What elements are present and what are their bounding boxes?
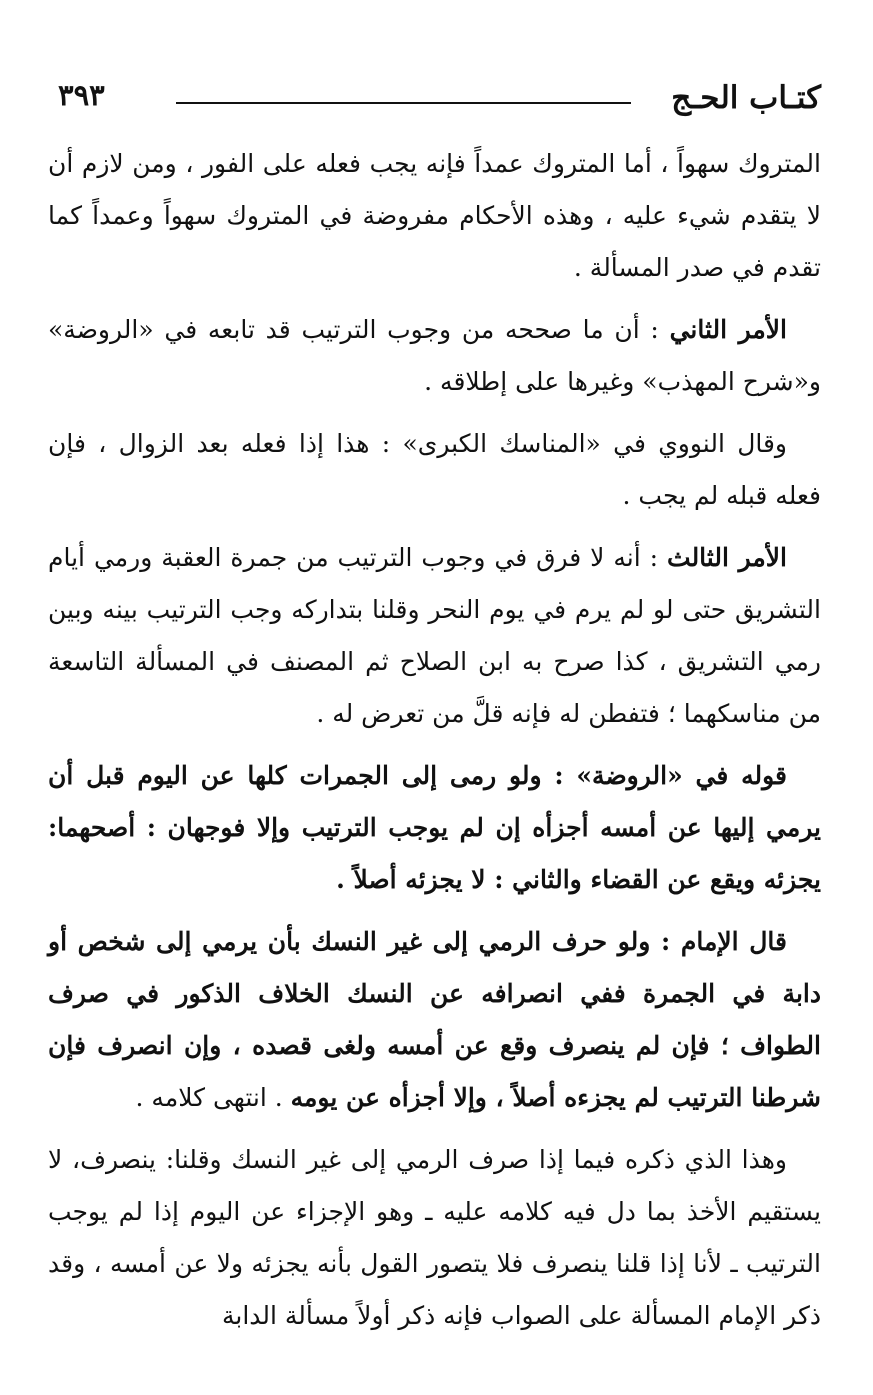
page-number: ٣٩٣: [58, 78, 105, 112]
header-rule: [176, 102, 631, 104]
paragraph-text: وقال النووي في «المناسك الكبرى» : هذا إذا فعله بعد الزوال ، فإن فعله قبله لم يجب .: [48, 429, 821, 510]
paragraph-3: [48, 418, 821, 522]
paragraph-lead: الأمر الثالث: [667, 543, 787, 572]
paragraph-7: [48, 1134, 821, 1342]
paragraph-text: المتروك سهواً ، أما المتروك عمداً فإنه يجب فعله على الفور ، ومن لازم أن لا يتقدم شيء عليه ، وهذه الأحكام مفروضة في المتروك سهواً وعمداً كما تقدم في صدر المسألة .: [48, 149, 821, 282]
paragraph-text: : أنه لا فرق في وجوب الترتيب من جمرة العقبة ورمي أيام التشريق حتى لو لم يرم في يوم النحر وقلنا بتداركه وجب الترتيب بينه وبين رمي التشريق ، كذا صرح به ابن الصلاح ثم المصنف في المسألة التاسعة من مناسكهما ؛ فتفطن له فإنه قلَّ من تعرض له .: [48, 543, 821, 728]
paragraph-5: [48, 750, 821, 906]
paragraph-6: [48, 916, 821, 1124]
paragraph-4: [48, 532, 821, 740]
paragraph-text: قوله في «الروضة» : ولو رمى إلى الجمرات كلها عن اليوم قبل أن يرمي إليها عن أمسه أجزأه إن لم يوجب الترتيب وإلا فوجهان : أصحهما: يجزئه ويقع عن القضاء والثاني : لا يجزئه أصلاً .: [48, 761, 821, 894]
paragraph-text-bold: قال الإمام : ولو حرف الرمي إلى غير النسك بأن يرمي إلى شخص أو دابة في الجمرة ففي انصرافه عن النسك الخلاف الذكور في صرف الطواف ؛ فإن لم ينصرف وقع عن أمسه ولغى قصده ، وإن انصرف فإن شرطنا الترتيب لم يجزءه أصلاً ، وإلا أجزأه عن يومه: [48, 927, 821, 1112]
paragraph-text: وهذا الذي ذكره فيما إذا صرف الرمي إلى غير النسك وقلنا: ينصرف، لا يستقيم الأخذ بما دل فيه كلامه عليه ـ وهو الإجزاء عن اليوم إذا لم يوجب الترتيب ـ لأنا إذا قلنا ينصرف فلا يتصور القول بأنه يجزئه ولا عن أمسه ، وقد ذكر الإمام المسألة على الصواب فإنه ذكر أولاً مسألة الدابة: [48, 1145, 821, 1330]
body-text: [48, 138, 821, 1352]
paragraph-2: [48, 304, 821, 408]
running-title: كتـاب الحـج: [671, 80, 821, 116]
paragraph-lead: الأمر الثاني: [669, 315, 787, 344]
paragraph-1: [48, 138, 821, 294]
paragraph-text: : أن ما صححه من وجوب الترتيب قد تابعه في «الروضة» و«شرح المهذب» وغيرها على إطلاقه .: [48, 315, 821, 396]
page-header: [58, 76, 821, 126]
paragraph-tail: . انتهى كلامه .: [135, 1083, 291, 1112]
